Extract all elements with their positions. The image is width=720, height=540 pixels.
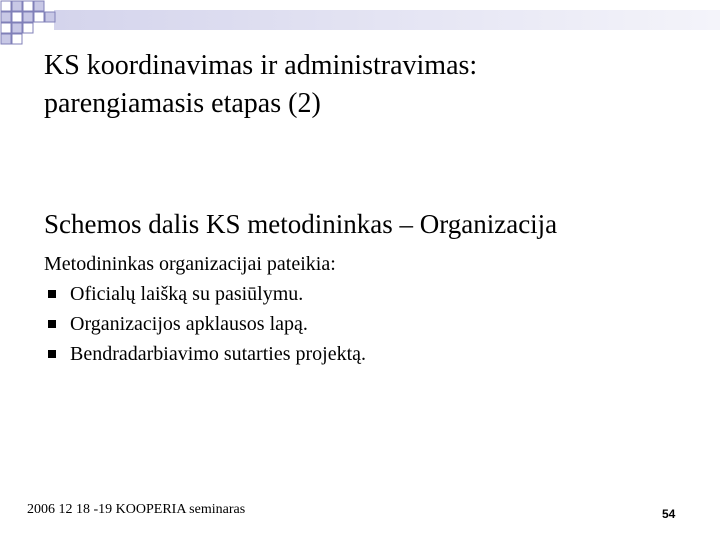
slide-subtitle: Schemos dalis KS metodininkas – Organizacija <box>44 209 558 239</box>
list-item-text: Oficialų laišką su pasiūlymu. <box>70 283 304 305</box>
slide-title-line2: parengiamasis etapas (2) <box>44 88 321 119</box>
square-bullet-icon <box>48 350 56 358</box>
bullet-list <box>44 279 684 369</box>
slide-body <box>44 249 684 369</box>
square-bullet-icon <box>48 290 56 298</box>
slide-title-line1: KS koordinavimas ir administravimas: <box>44 50 478 81</box>
intro-text: Metodininkas organizacijai pateikia: <box>44 253 336 275</box>
square-bullet-icon <box>48 320 56 328</box>
list-item-text: Bendradarbiavimo sutarties projektą. <box>70 343 367 365</box>
page-number: 54 <box>662 507 676 521</box>
slide-title <box>44 47 684 123</box>
list-item-text: Organizacijos apklausos lapą. <box>70 313 308 335</box>
list-item <box>44 279 684 309</box>
slide-footer: 2006 12 18 -19 KOOPERIA seminaras <box>27 502 246 517</box>
list-item <box>44 309 684 339</box>
list-item <box>44 339 684 369</box>
